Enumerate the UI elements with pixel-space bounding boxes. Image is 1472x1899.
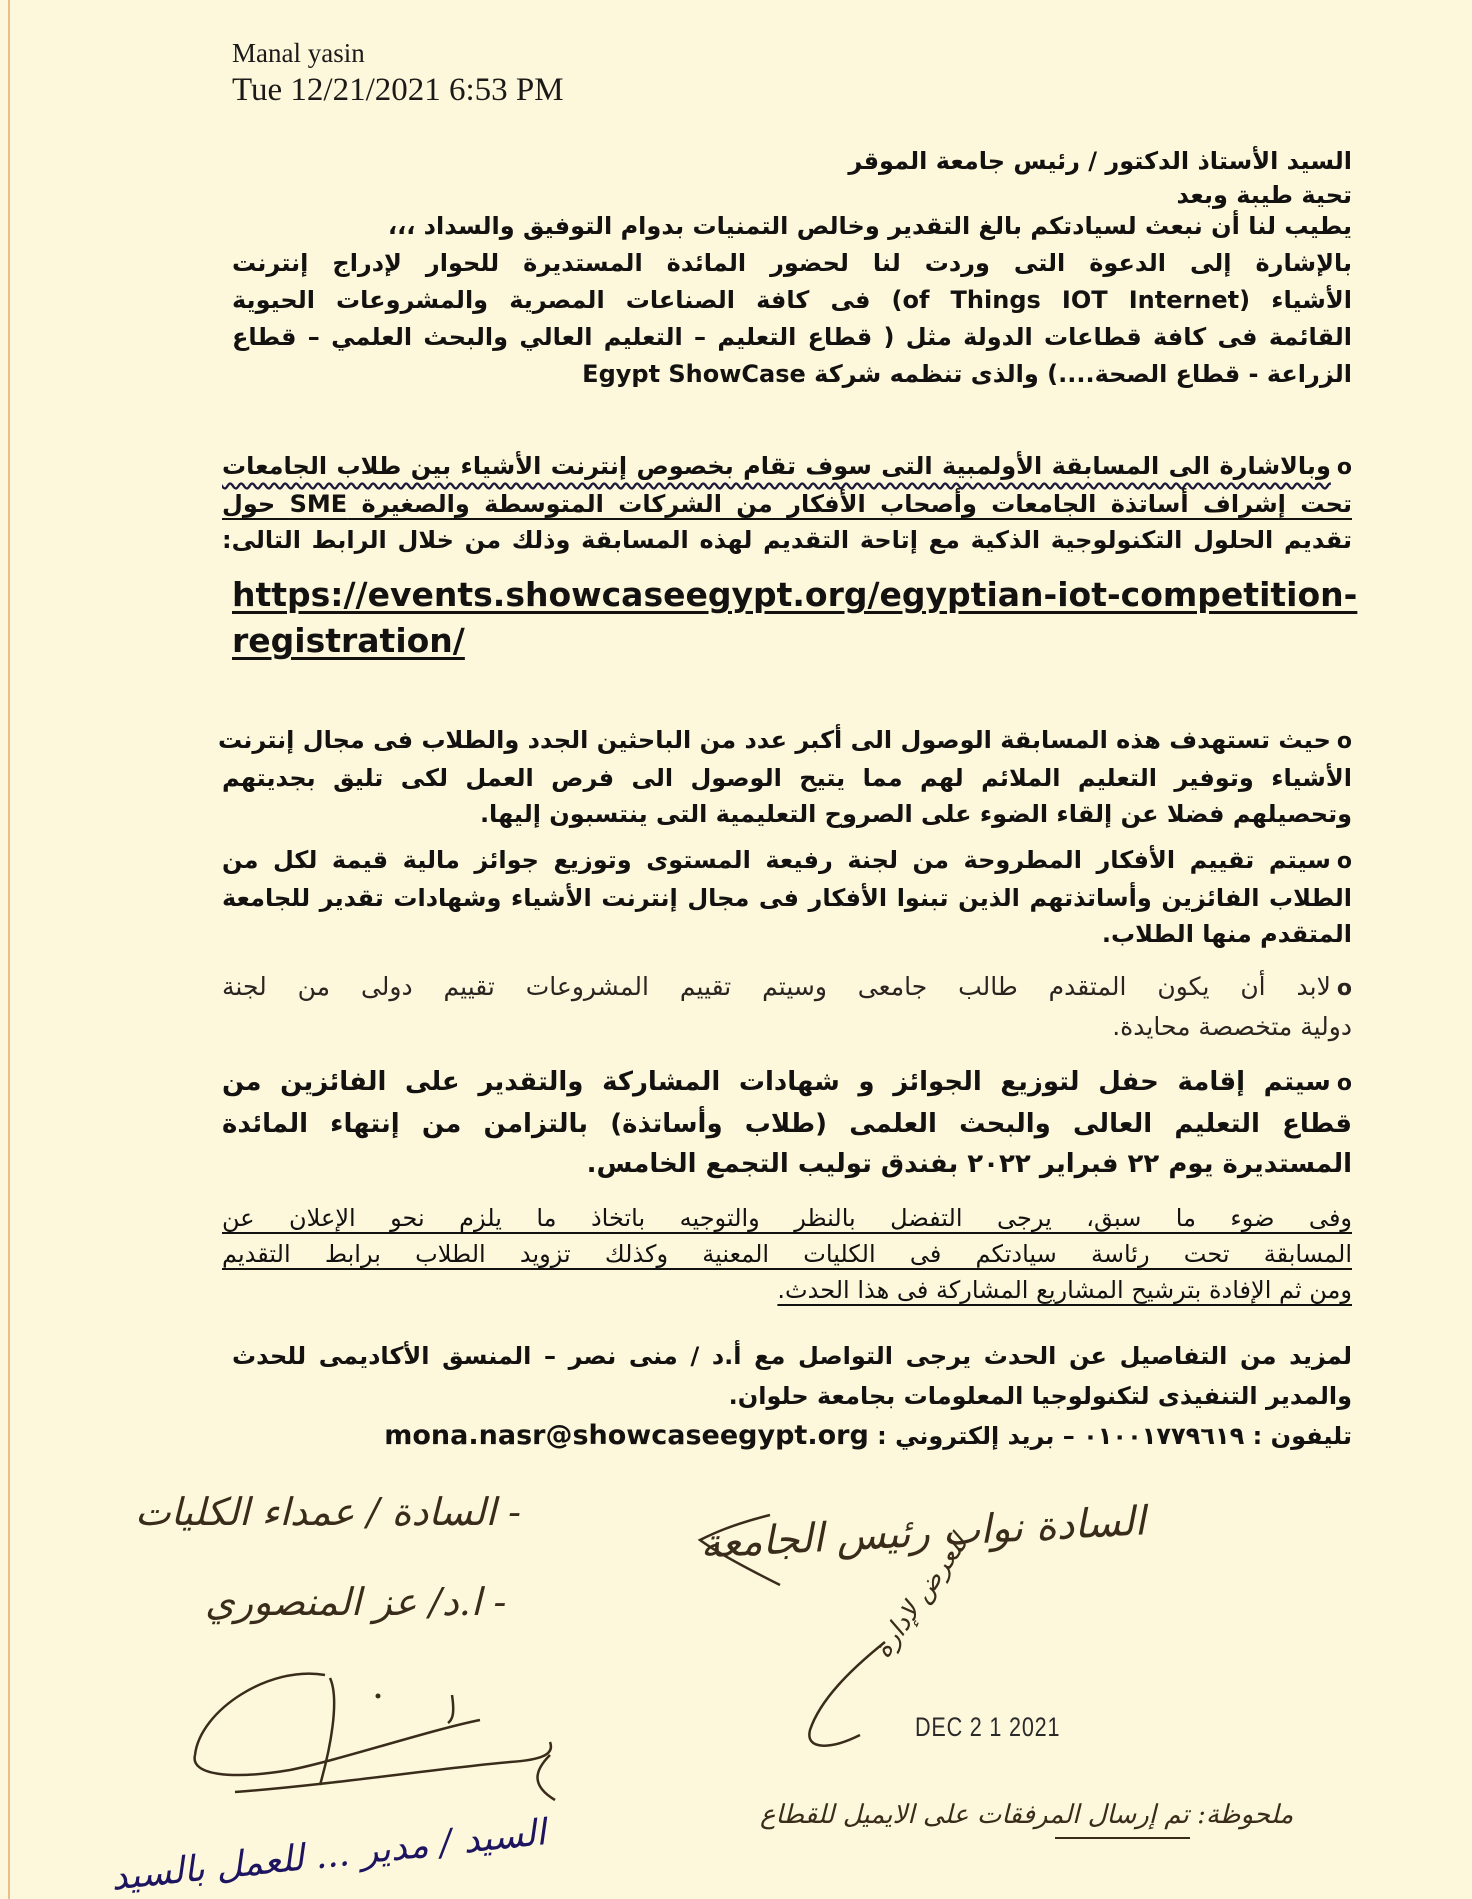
contact-paragraph: لمزيد من التفاصيل عن الحدث يرجى التواصل مع أ.د / منى نصر – المنسق الأكاديمى للحدث والمدير التنفيذى لتكنولوجيا المعلومات بجامعة حلوان. تليفون : ٠١٠٠١٧٧٩٦١٩ – بريد إلكتروني : mona.nasr@showcaseegypt.org <box>232 1336 1352 1456</box>
bullet-marker-icon: o <box>1336 976 1352 1001</box>
bullet-marker-icon: o <box>1336 455 1352 480</box>
email-address[interactable]: mona.nasr@showcaseegypt.org <box>384 1420 869 1451</box>
email-header <box>232 36 564 110</box>
bullet-marker-icon: o <box>1336 1071 1352 1096</box>
page-edge <box>8 0 10 1899</box>
bullet-marker-icon: o <box>1336 729 1352 754</box>
bullet-goals: oحيث تستهدف هذه المسابقة الوصول الى أكبر عدد من الباحثين الجدد والطلاب فى مجال إنترنت الأشياء وتوفير التعليم الملائم لهم مما يتيح الوصول الى فرص العمل لكى تليق بجديتهم وتحصيلهم فضلا عن إلقاء الضوء على الصروح التعليمية التى ينتسبون إليها. <box>218 726 1352 828</box>
bullet-marker-icon: o <box>1336 849 1352 874</box>
sent-date: Tue 12/21/2021 6:53 PM <box>232 72 564 108</box>
handwritten-note-blue: السيد / مدير ... للعمل بالسيد <box>109 1812 548 1899</box>
intro-line: القائمة فى كافة قطاعات الدولة مثل ( قطاع التعليم – التعليم العالي والبحث العلمي – قطاع <box>232 323 1352 351</box>
handwritten-diagonal-note: للعرض لإدارة <box>867 1529 975 1664</box>
bullet-competition: oوبالاشارة الى المسابقة الأولمبية التى سوف تقام بخصوص إنترنت الأشياء بين طلاب الجامعات تحت إشراف أساتذة الجامعات وأصحاب الأفكار من الشركات المتوسطة والصغيرة SME حول تقديم الحلول التكنولوجية الذكية مع إتاحة التقديم لهذه المسابقة وذلك من خلال الرابط التالى: <box>222 452 1352 554</box>
bullet-ceremony: oسيتم إقامة حفل لتوزيع الجوائز و شهادات المشاركة والتقدير على الفائزين من قطاع التعليم العالى والبحث العلمى (طلاب وأساتذة) بالتزامن من إنتهاء المائدة المستديرة يوم ٢٢ فبراير ٢٠٢٢ بفندق توليب التجمع الخامس. <box>222 1067 1352 1179</box>
intro-line: يطيب لنا أن نبعث لسيادتكم بالغ التقدير وخالص التمنيات بدوام التوفيق والسداد ،،، <box>387 212 1352 240</box>
signature-loop-icon <box>790 1640 910 1760</box>
bullet-evaluation: oسيتم تقييم الأفكار المطروحة من لجنة رفيعة المستوى وتوزيع جوائز مالية قيمة لكل من الطلاب الفائزين وأساتذتهم الذين تبنوا الأفكار فى مجال إنترنت الأشياء وشهادات تقدير للجامعة المتقدم منها الطلاب. <box>222 846 1352 948</box>
pen-stroke-icon <box>180 1740 580 1800</box>
bullet-eligibility: oلابد أن يكون المتقدم طالب جامعى وسيتم تقييم المشروعات تقييم دولى من لجنة دولية متخصصة محايدة. <box>222 972 1352 1041</box>
phone-number: ٠١٠٠١٧٧٩٦١٩ <box>1083 1422 1245 1450</box>
arrow-mark-icon <box>690 1510 790 1600</box>
handwritten-note-attachments: ملحوظة: تم إرسال المرفقات على الايميل للقطاع <box>760 1800 1294 1830</box>
note-underline-icon <box>1050 1808 1200 1848</box>
intro-paragraph <box>232 208 1352 393</box>
date-stamp: DEC 2 1 2021 <box>915 1712 1061 1742</box>
intro-line: الأشياء (of Things IOT Internet) فى كافة الصناعات المصرية والمشروعات الحيوية <box>232 286 1352 314</box>
handwritten-note-deans: - السادة / عمداء الكليات <box>135 1490 521 1534</box>
handwritten-note-vice-presidents: السادة نواب رئيس الجامعة <box>699 1498 1147 1568</box>
registration-link[interactable]: https://events.showcaseegypt.org/egyptian-iot-competition- registration/ <box>232 575 1358 660</box>
closing-paragraph: وفى ضوء ما سبق، يرجى التفضل بالنظر والتوجيه باتخاذ ما يلزم نحو الإعلان عن المسابقة تحت رئاسة سيادتكم فى الكليات المعنية وكذلك تزويد الطلاب برابط التقديم ومن ثم الإفادة بترشيح المشاريع المشاركة فى هذا الحدث. <box>222 1204 1352 1304</box>
handwritten-note-name: - ا.د/ عز المنصوري <box>205 1580 507 1624</box>
sender-name: Manal yasin <box>232 38 365 68</box>
greeting: تحية طيبة وبعد <box>1176 181 1352 209</box>
salutation: السيد الأستاذ الدكتور / رئيس جامعة الموقر <box>848 147 1352 175</box>
intro-line: بالإشارة إلى الدعوة التى وردت لنا لحضور المائدة المستديرة للحوار لإدراج إنترنت <box>232 249 1352 277</box>
intro-line: الزراعة - قطاع الصحة....) والذى تنظمه شركة Egypt ShowCase <box>582 360 1352 388</box>
contact-info: تليفون : ٠١٠٠١٧٧٩٦١٩ – بريد إلكتروني : mona.nasr@showcaseegypt.org <box>384 1420 1352 1451</box>
